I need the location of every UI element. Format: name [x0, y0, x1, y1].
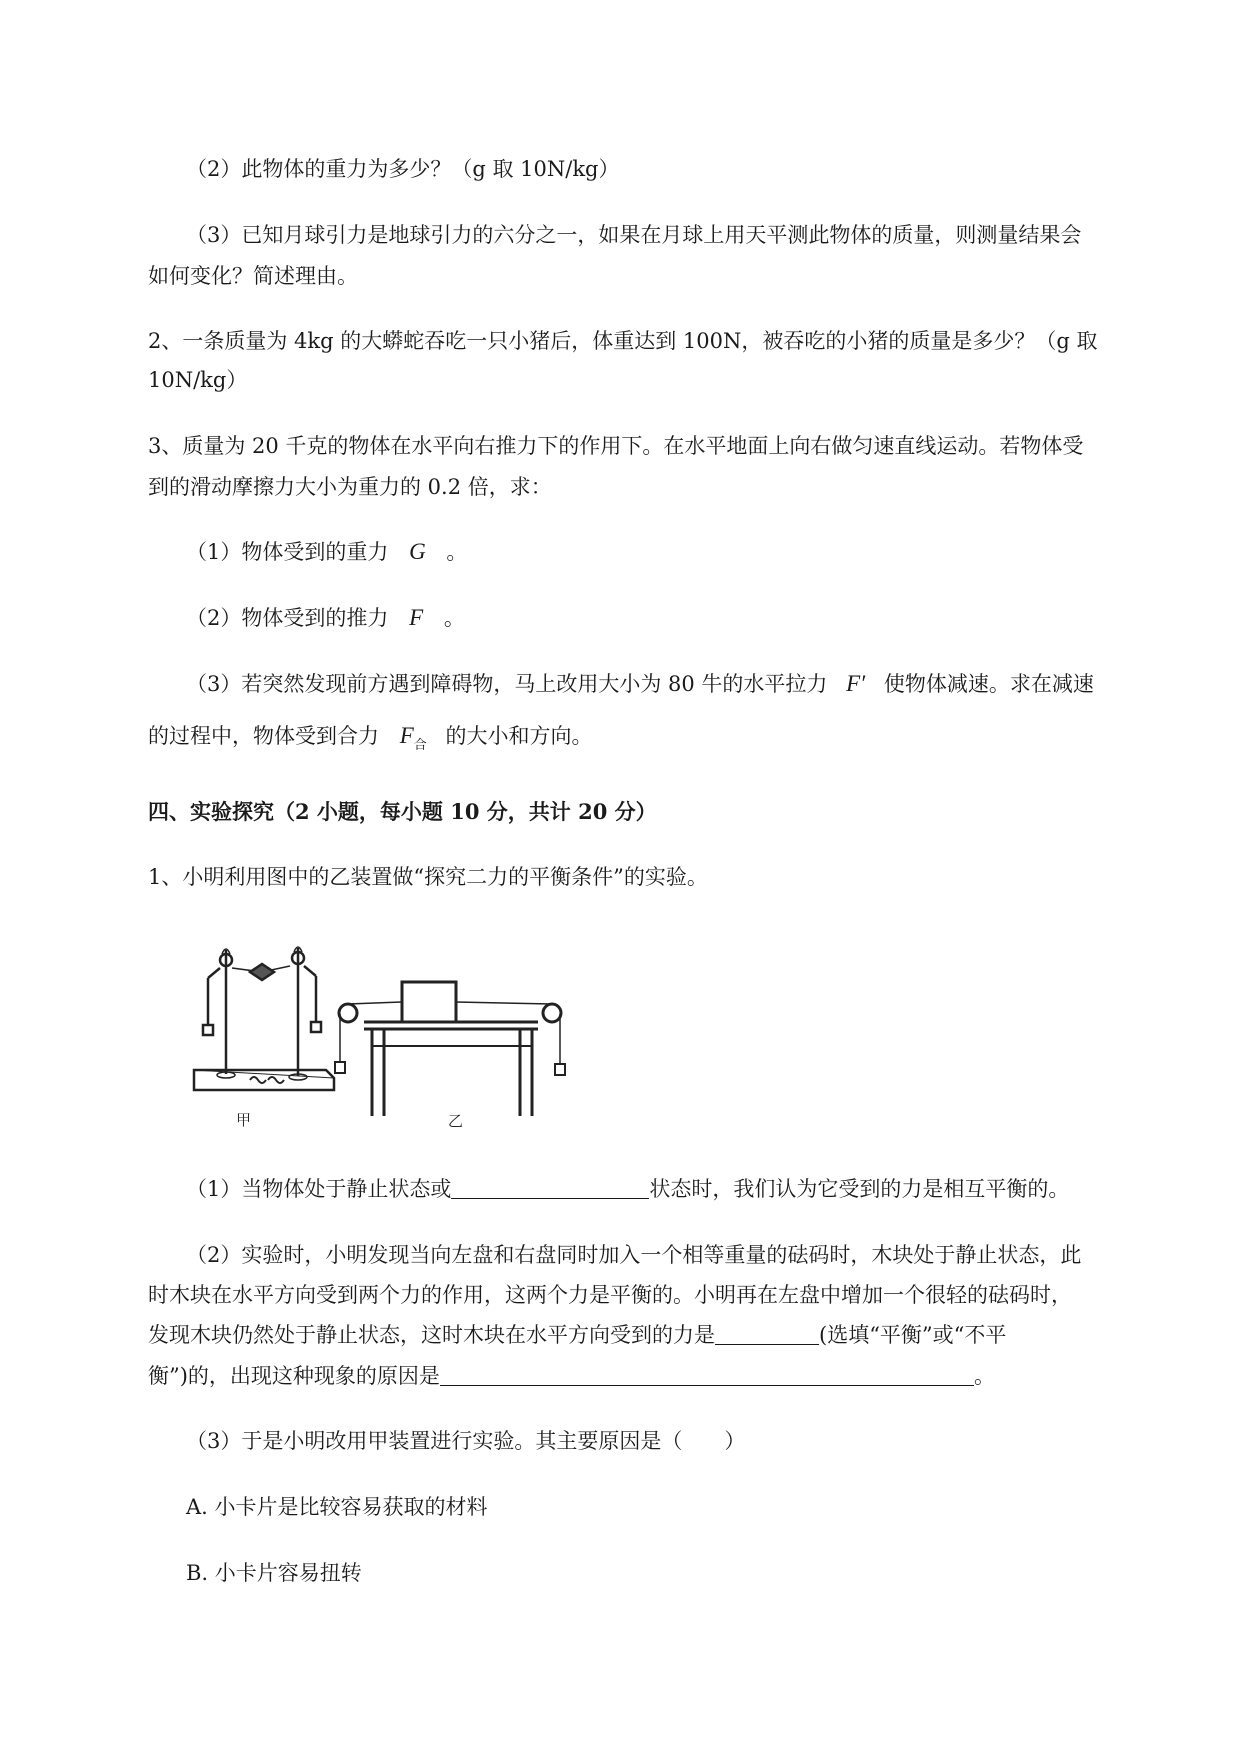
experiment-part-3: （3）于是小明改用甲装置进行实验。其主要原因是（ ）: [186, 1429, 746, 1453]
gravity-symbol: G: [409, 539, 426, 564]
experiment-part-2-text-c: 衡”)的，出现这种现象的原因是: [148, 1364, 440, 1388]
experiment-question-1: 1、小明利用图中的乙装置做“探究二力的平衡条件”的实验。: [148, 865, 708, 889]
question-3-part-3-line-2: [148, 721, 592, 760]
figure-label-yi: 乙: [448, 1112, 464, 1130]
question-3-line-2: 到的滑动摩擦力大小为重力的 0.2 倍，求：: [148, 475, 552, 499]
experiment-part-2-line-4: [148, 1361, 995, 1391]
question-3-part-3-text-c: 的过程中，物体受到合力: [148, 724, 379, 748]
experiment-apparatus-figure: [186, 930, 626, 1130]
experiment-part-2-text-b: (选填“平衡”或“不平: [819, 1323, 1007, 1347]
experiment-part-2-line-1: （2）实验时，小明发现当向左盘和右盘同时加入一个相等重量的砝码时，木块处于静止状态，此: [186, 1243, 1082, 1267]
experiment-part-2-text-a: 发现木块仍然处于静止状态，这时木块在水平方向受到的力是: [148, 1323, 715, 1347]
question-3-part-2: [186, 603, 465, 633]
question-2-line-2: 10N/kg）: [148, 368, 248, 392]
apparatus-drawing: [186, 930, 626, 1130]
experiment-part-1-text-a: （1）当物体处于静止状态或: [186, 1177, 452, 1201]
question-3-part-2-end: 。: [443, 606, 465, 630]
question-1-part-3-line-1: （3）已知月球引力是地球引力的六分之一，如果在月球上用天平测此物体的质量，则测量结果会: [186, 223, 1082, 247]
answer-blank-2[interactable]: [715, 1322, 819, 1345]
question-3-part-1: [186, 537, 467, 567]
question-3-part-1-text: （1）物体受到的重力: [186, 540, 389, 564]
experiment-part-2-line-3: [148, 1320, 1006, 1350]
experiment-part-1-text-b: 状态时，我们认为它受到的力是相互平衡的。: [649, 1177, 1070, 1201]
question-3-part-3-text-b: 使物体减速。求在减速: [883, 672, 1094, 696]
option-b: B. 小卡片容易扭转: [186, 1561, 362, 1585]
figure-label-jia: 甲: [236, 1111, 252, 1129]
question-1-part-3-line-2: 如何变化？简述理由。: [148, 264, 358, 288]
option-a: A. 小卡片是比较容易获取的材料: [186, 1495, 488, 1519]
question-3-part-3-text-d: 的大小和方向。: [445, 724, 593, 748]
question-3-line-1: 3、质量为 20 千克的物体在水平向右推力下的作用下。在水平地面上向右做匀速直线运动。若物体受: [148, 434, 1084, 458]
apparatus-yi: [335, 982, 565, 1116]
apparatus-jia: [194, 947, 334, 1090]
answer-blank-1[interactable]: [451, 1176, 649, 1199]
experiment-part-2-text-d: 。: [973, 1364, 995, 1388]
net-force-symbol: $F_合$: [399, 723, 427, 752]
question-3-part-2-text: （2）物体受到的推力: [186, 606, 389, 630]
pull-force-symbol: F′: [846, 671, 866, 696]
question-3-part-3-text-a: （3）若突然发现前方遇到障碍物，马上改用大小为 80 牛的水平拉力: [186, 672, 828, 696]
section-heading-experiment: 四、实验探究（2 小题，每小题 10 分，共计 20 分）: [148, 799, 657, 824]
answer-blank-3[interactable]: [440, 1363, 974, 1386]
experiment-part-2-line-2: 时木块在水平方向受到两个力的作用，这两个力是平衡的。小明再在左盘中增加一个很轻的砝码时，: [148, 1283, 1072, 1307]
question-3-part-1-end: 。: [446, 540, 468, 564]
experiment-part-1: [186, 1174, 1069, 1204]
question-1-part-2: （2）此物体的重力为多少？（g 取 10N/kg）: [186, 157, 620, 181]
push-force-symbol: F: [409, 605, 424, 630]
question-3-part-3-line-1: [186, 669, 1094, 699]
net-force-subscript: 合: [413, 737, 427, 752]
question-2-line-1: 2、一条质量为 4kg 的大蟒蛇吞吃一只小猪后，体重达到 100N，被吞吃的小猪的质量是多少？（g 取: [148, 329, 1098, 353]
